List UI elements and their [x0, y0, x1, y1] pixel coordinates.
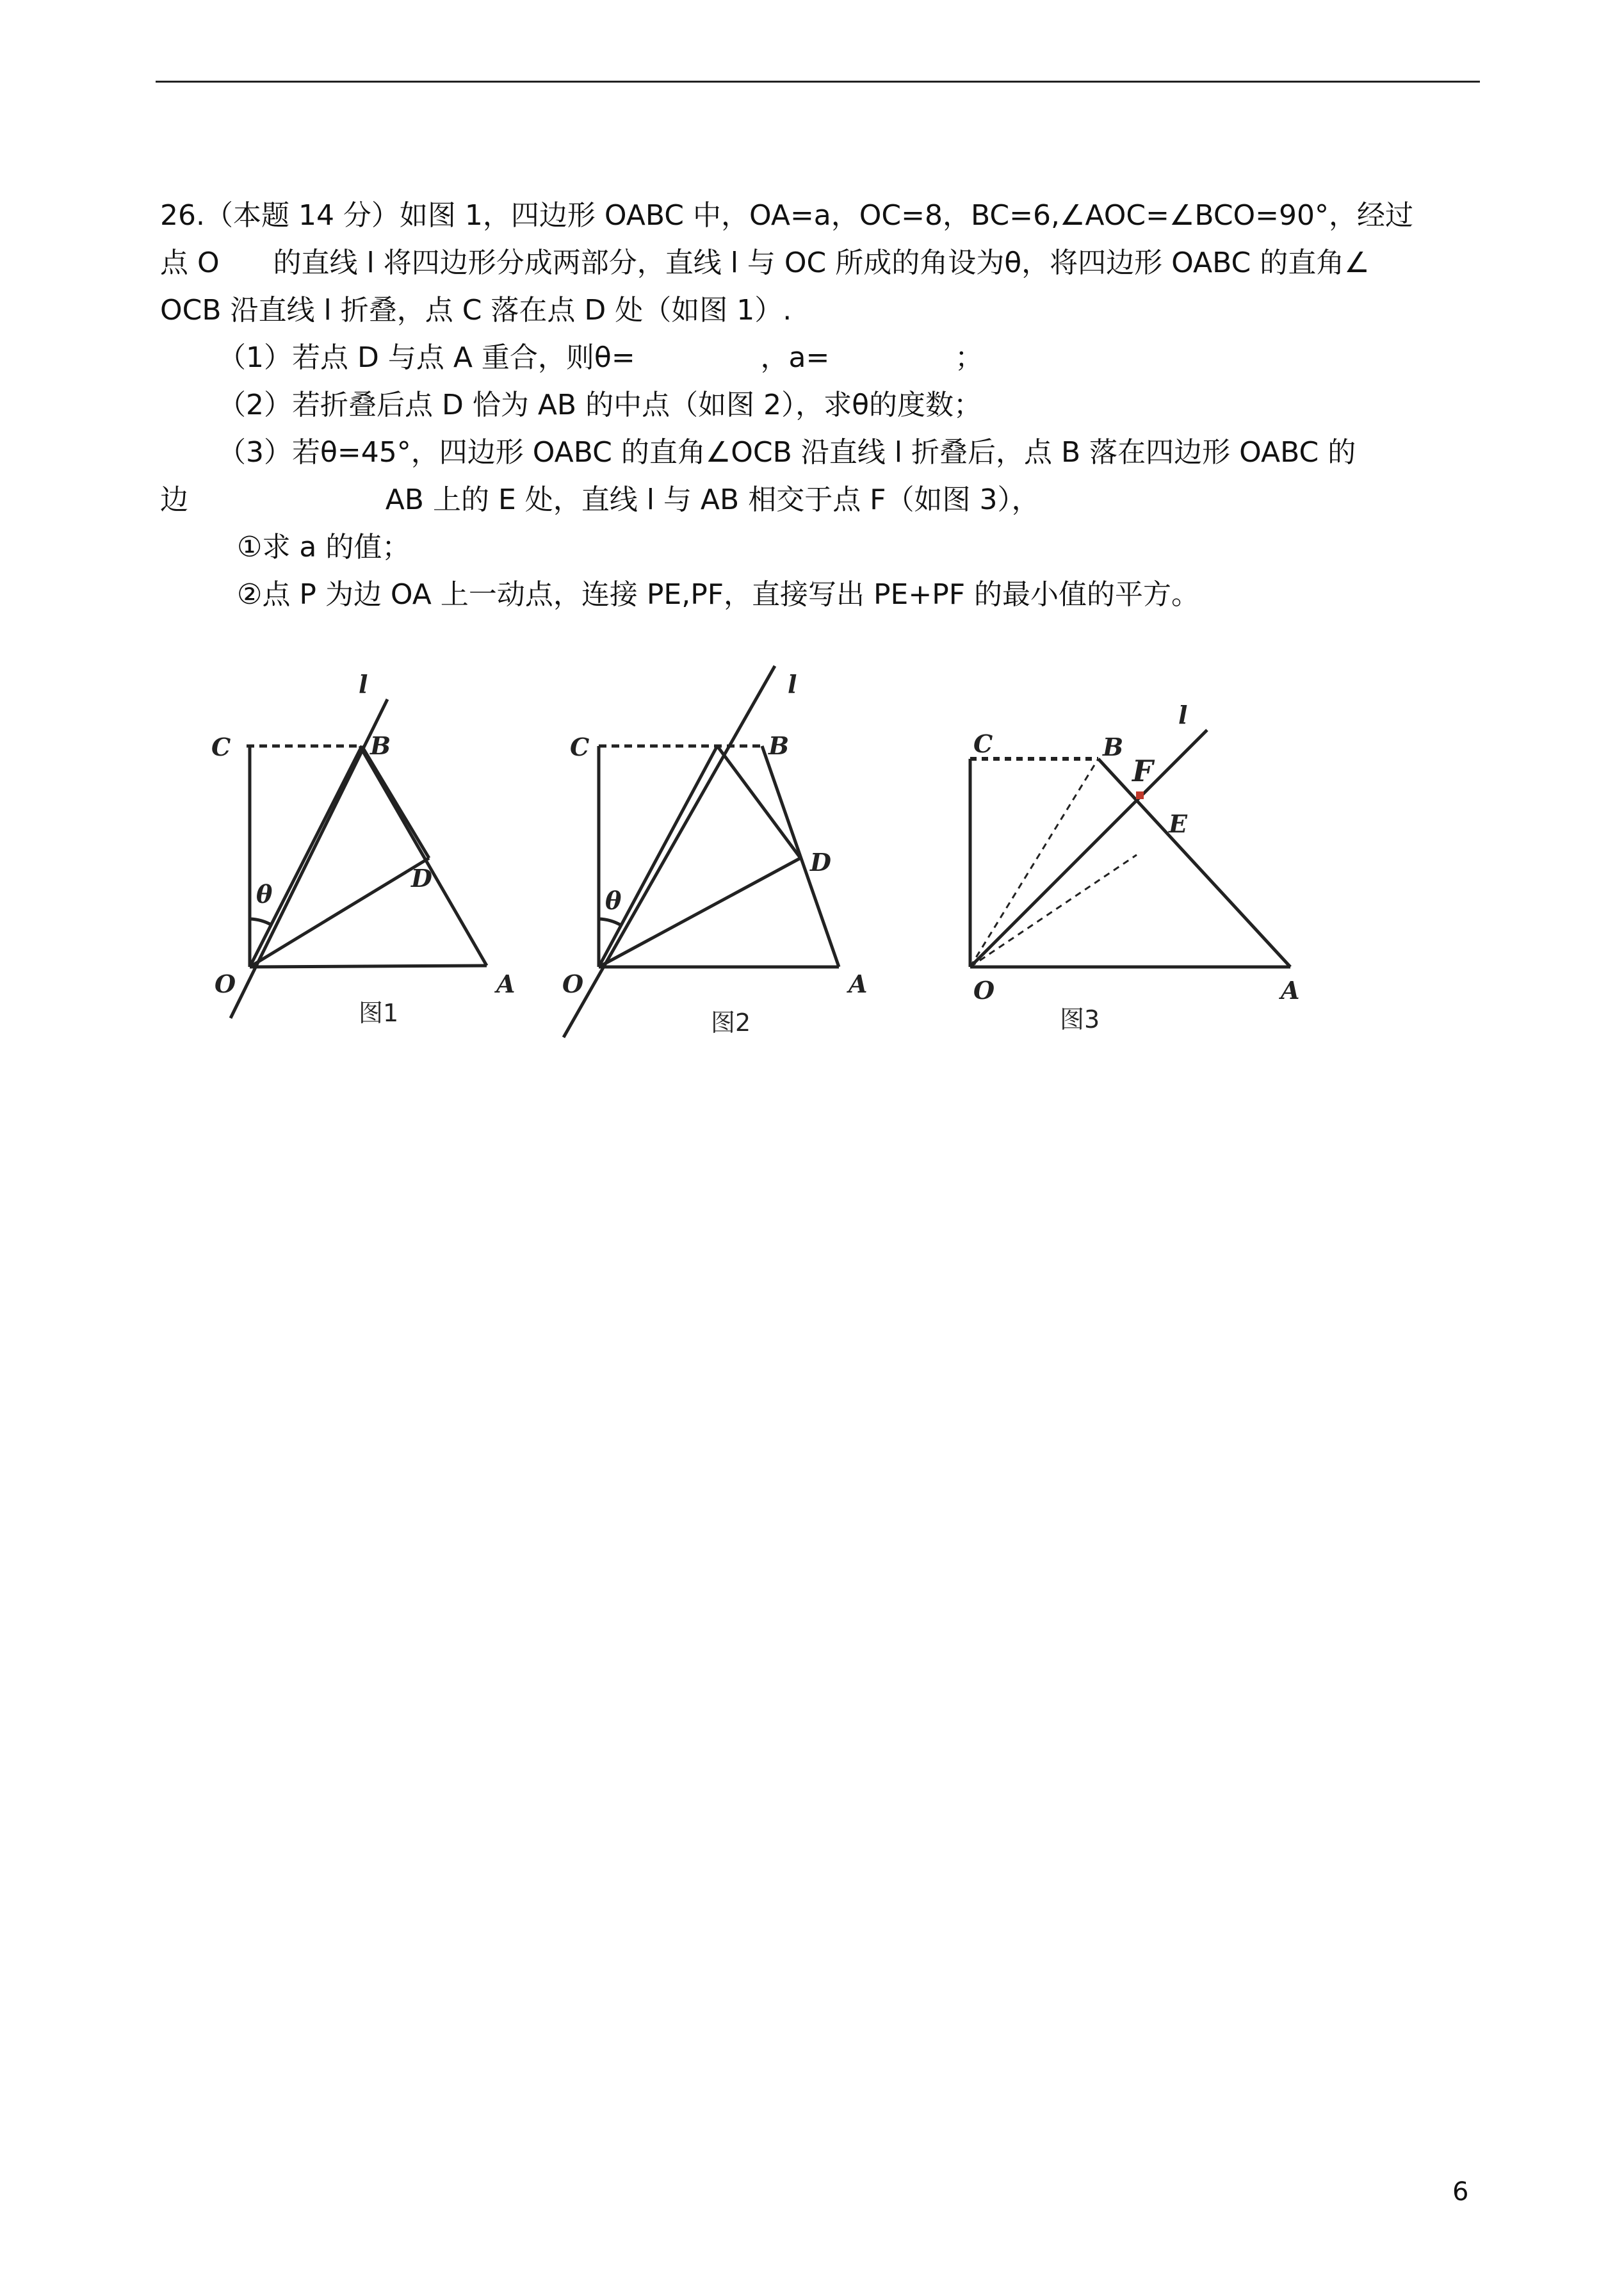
fig3-label-c: C: [973, 729, 993, 758]
fig1-label-d: D: [411, 864, 432, 893]
fig2-theta-arc: [599, 919, 621, 925]
question-3-cont: 边 AB 上的 E 处，直线 l 与 AB 相交于点 F（如图 3），: [160, 483, 1040, 516]
figures: [192, 660, 1319, 1057]
fig2-label-l: l: [788, 670, 797, 699]
fig3-label-o: O: [973, 976, 995, 1005]
fig3-label-e: E: [1169, 809, 1187, 838]
problem-line-2: 点 O 的直线 l 将四边形分成两部分，直线 l 与 OC 所成的角设为θ，将四边形 OABC 的直角∠: [160, 247, 1370, 279]
fig2-label-theta: θ: [605, 886, 622, 915]
fig2-line-l: [564, 666, 775, 1037]
question-2: （2）若折叠后点 D 恰为 AB 的中点（如图 2），求θ的度数；: [218, 389, 982, 421]
fig3-caption: 图3: [1060, 1005, 1100, 1034]
problem-26: [160, 192, 1505, 619]
fig1-label-c: C: [211, 733, 231, 761]
fig1-label-b: B: [370, 731, 391, 760]
fig1-theta-arc: [250, 919, 272, 925]
fig2-label-b: B: [768, 731, 790, 760]
fig2-label-a: A: [849, 969, 868, 998]
fig1-side-oa: [250, 966, 487, 967]
header-rule: [156, 81, 1480, 83]
fig1-label-theta: θ: [256, 880, 273, 909]
question-1: （1）若点 D 与点 A 重合，则θ= ，a= ；: [218, 341, 984, 374]
question-3-part-2: ②点 P 为边 OA 上一动点，连接 PE,PF，直接写出 PE+PF 的最小值的平方。: [237, 578, 1200, 611]
problem-line-1: 26.（本题 14 分）如图 1，四边形 OABC 中，OA=a，OC=8，BC=6,∠AOC=∠BCO=90°，经过: [160, 199, 1414, 232]
fig3-dashed-ob: [970, 759, 1098, 967]
fig2-caption: 图2: [711, 1009, 751, 1037]
fig3-label-f: F: [1132, 754, 1153, 788]
fig3-point-f: [1136, 791, 1144, 799]
question-3-part-1: ①求 a 的值；: [237, 531, 410, 564]
fig2-fold-bd: [717, 746, 800, 858]
fig3-side-ab: [1098, 759, 1290, 967]
fig3-line-l: [970, 730, 1207, 967]
page-number: 6: [1452, 2177, 1469, 2207]
fig1-label-o: O: [215, 969, 236, 998]
question-3: （3）若θ=45°，四边形 OABC 的直角∠OCB 沿直线 l 折叠后，点 B 落在四边形 OABC 的: [218, 436, 1356, 469]
figure-1: [231, 699, 487, 1018]
fig1-caption: 图1: [359, 999, 399, 1027]
fig2-label-d: D: [810, 848, 831, 877]
figure-3: [970, 730, 1290, 967]
fig3-dashed-oe: [970, 855, 1137, 967]
fig3-label-b: B: [1103, 733, 1124, 761]
fig3-label-l: l: [1178, 701, 1188, 729]
fig1-label-l: l: [359, 670, 368, 699]
fig3-label-a: A: [1281, 976, 1300, 1005]
fig1-fold-bd: [362, 746, 429, 858]
figures-svg: [192, 660, 1319, 1057]
fig2-label-c: C: [570, 733, 590, 761]
fig1-side-ab: [360, 746, 487, 966]
fig1-label-a: A: [496, 969, 516, 998]
figure-2: [564, 666, 839, 1037]
fig2-label-o: O: [562, 969, 584, 998]
problem-line-3: OCB 沿直线 l 折叠，点 C 落在点 D 处（如图 1）.: [160, 294, 792, 327]
